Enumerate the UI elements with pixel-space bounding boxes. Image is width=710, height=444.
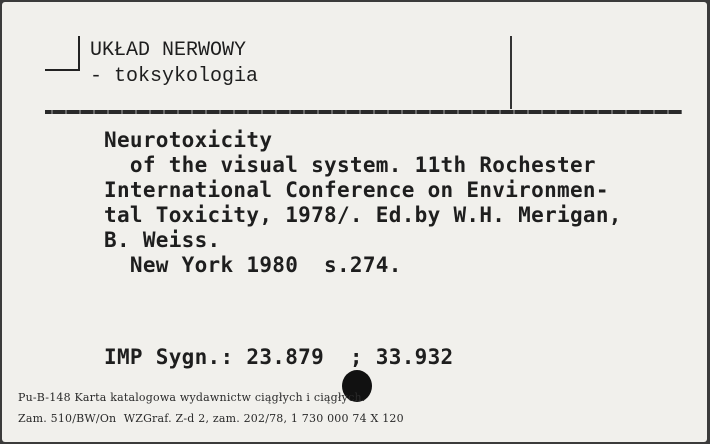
call-number: IMP Sygn.: 23.879 ; 33.932 xyxy=(104,345,454,369)
footer-print-line-2: Zam. 510/BW/On WZGraf. Z-d 2, zam. 202/78, 1 730 000 74 X 120 xyxy=(18,412,404,425)
corner-rule-vertical xyxy=(78,36,80,70)
entry-line: of the visual system. 11th Rochester xyxy=(104,153,596,177)
entry-line: Neurotoxicity xyxy=(104,128,273,152)
entry-line: International Conference on Environmen- xyxy=(104,178,609,202)
entry-line: New York 1980 s.274. xyxy=(104,253,402,277)
subject-heading: UKŁAD NERWOWY xyxy=(90,39,247,62)
header-divider xyxy=(510,36,512,109)
header-rule xyxy=(45,110,682,114)
entry-line: B. Weiss. xyxy=(104,228,221,252)
entry-line: tal Toxicity, 1978/. Ed.by W.H. Merigan, xyxy=(104,203,622,227)
catalog-card xyxy=(2,2,707,442)
subject-subheading: - toksykologia xyxy=(90,65,259,88)
corner-rule-horizontal xyxy=(45,69,80,71)
footer-print-line-1: Pu-B-148 Karta katalogowa wydawnictw ciągłych i ciągłych. xyxy=(18,391,366,404)
